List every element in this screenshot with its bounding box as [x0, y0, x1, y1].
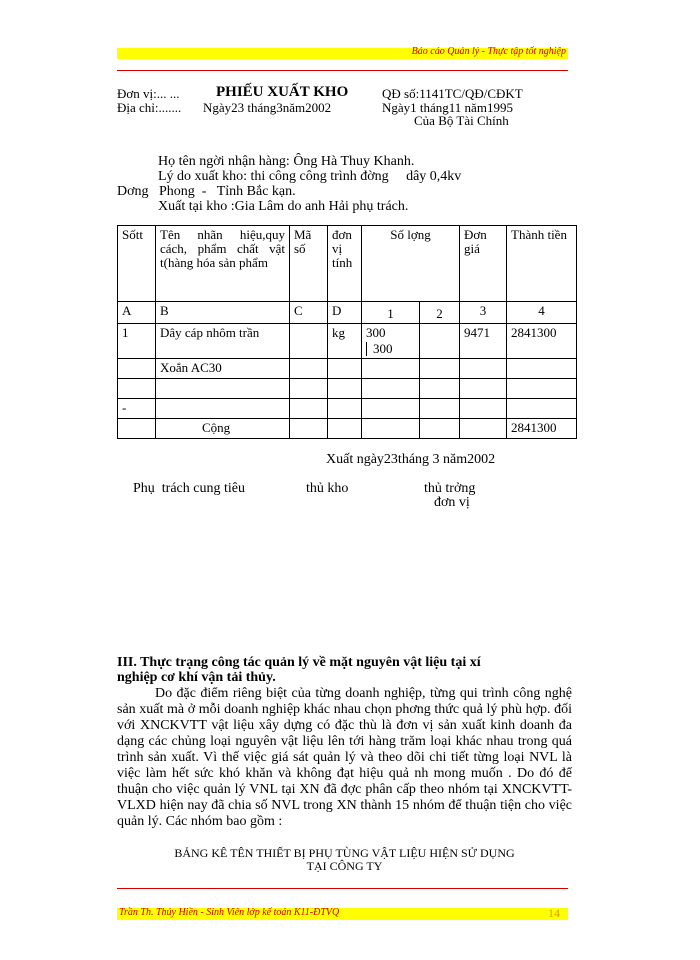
code-cell: 3 — [460, 302, 507, 324]
empty-cell — [362, 399, 420, 419]
empty-cell — [507, 379, 577, 399]
code-cell: C — [290, 302, 328, 324]
header-amount: Thành tiền — [507, 226, 577, 302]
qty-actual-text: 300 — [373, 341, 393, 356]
table-row — [118, 359, 577, 379]
signature-supply: Phụ trách cung tiêu — [133, 481, 245, 496]
empty-cell — [420, 419, 460, 439]
empty-cell — [420, 359, 460, 379]
empty-cell — [328, 419, 362, 439]
header-name: Tên nhãn hiệu,quy cách, phẩm chất vật t(hàng hóa sản phẩm — [156, 226, 290, 302]
empty-cell — [118, 359, 156, 379]
empty-cell — [118, 419, 156, 439]
signature-head-1: thủ trởng — [424, 481, 476, 496]
footer-rule — [117, 888, 568, 889]
signature-head-2: đơn vị — [434, 495, 470, 510]
empty-cell — [507, 359, 577, 379]
table-code-row — [118, 302, 577, 324]
code-cell: 2 — [420, 302, 460, 324]
empty-cell — [290, 379, 328, 399]
code-cell: A — [118, 302, 156, 324]
empty-cell — [328, 359, 362, 379]
row-price: 9471 — [460, 324, 507, 359]
decree-number: QĐ số:1141TC/QĐ/CĐKT — [382, 86, 523, 101]
header-rule — [117, 70, 568, 71]
code-cell: 4 — [507, 302, 577, 324]
form-title: PHIẾU XUẤT KHO — [216, 84, 349, 100]
empty-cell — [460, 399, 507, 419]
table-row — [118, 324, 577, 359]
empty-cell — [362, 419, 420, 439]
empty-cell — [420, 379, 460, 399]
empty-cell — [328, 399, 362, 419]
empty-cell — [362, 379, 420, 399]
table-header-row — [118, 226, 577, 302]
code-cell: B — [156, 302, 290, 324]
empty-cell — [328, 379, 362, 399]
header-price: Đơn giá — [460, 226, 507, 302]
empty-cell — [460, 379, 507, 399]
page-number: 14 — [548, 906, 560, 920]
table-row — [118, 399, 577, 419]
row-unit: kg — [328, 324, 362, 359]
header-unit: đơn vị tính — [328, 226, 362, 302]
warehouse-line: Xuất tại kho :Gia Lâm do anh Hải phụ trách. — [158, 199, 409, 214]
row-qty-1 — [362, 324, 420, 359]
header-stt: Sốtt — [118, 226, 156, 302]
empty-cell — [420, 399, 460, 419]
row-name: Xoắn AC30 — [156, 359, 290, 379]
empty-cell — [460, 359, 507, 379]
decree-date: Ngày1 tháng11 năm1995 — [382, 100, 513, 115]
table-total-row — [118, 419, 577, 439]
decree-issuer: Của Bộ Tài Chính — [414, 113, 509, 128]
section-heading-1: III. Thực trạng công tác quản lý về mặt nguyên vật liệu tại xí — [117, 655, 481, 670]
row-stt: - — [118, 399, 156, 419]
header-qty: Số lợng — [362, 226, 460, 302]
header-italic-text: Báo cáo Quản lý - Thực tập tốt nghiệp — [411, 46, 566, 57]
total-amount: 2841300 — [507, 419, 577, 439]
footer-italic-text: Trần Th. Thúy Hiền - Sinh Viên lớp kế toán K11-ĐTVQ — [119, 907, 340, 918]
section-paragraph: Do đặc điểm riêng biệt của từng doanh nghiệp, từng qui trình công nghệ sản xuất mà ở mỗi doanh nghiệp khác nhau chọn phơng thức quả lý phù hợp. đối với XNCKVTT vật liệu xây dựng có đặc thù là đơn vị sản xuất kinh doanh đa dạng các chủng loại nguyên vật liệu lên tới hàng trăm loại khác nhau trong quá trình sản xuất. Vì thế việc giá sát quản lý và theo dõi chi tiết từng loại NVL là việc làm hết sức khó khăn và không đạt hiệu quả nh mong muốn . Do đó để thuận cho việc quản lý VNL tại XN đã đợc phân cấp theo nhóm tại XNCKVTT-VLXD hiện nay đã chia số NVL trong XN thành 15 nhóm để thuận tiện cho việc quản lý. Các nhóm bao gồm : — [117, 686, 572, 829]
form-date: Ngày23 tháng3năm2002 — [203, 100, 332, 115]
qty-requested: 300 — [366, 325, 386, 340]
empty-cell — [362, 359, 420, 379]
reason-line-1: Lý do xuất kho: thi công công trình đờng dây 0,4kv — [158, 169, 462, 184]
total-label: Cộng — [156, 419, 290, 439]
qty-actual — [366, 342, 415, 356]
signature-storekeeper: thủ kho — [306, 481, 349, 496]
empty-cell — [290, 419, 328, 439]
receiver-line: Họ tên ngời nhận hàng: Ông Hà Thuy Khanh. — [158, 154, 415, 169]
empty-cell — [460, 419, 507, 439]
header-code: Mã số — [290, 226, 328, 302]
section-heading-2: nghiệp cơ khí vận tải thủy. — [117, 670, 276, 685]
issue-slip-table — [117, 225, 577, 439]
address-label: Địa chỉ:....... — [117, 100, 182, 115]
row-qty-2 — [420, 324, 460, 359]
row-code — [290, 324, 328, 359]
empty-cell — [290, 359, 328, 379]
code-cell: 1 — [362, 302, 420, 324]
issue-date-line: Xuất ngày23tháng 3 năm2002 — [326, 452, 496, 467]
empty-cell — [118, 379, 156, 399]
table-title-1: BẢNG KÊ TÊN THIẾT BỊ PHỤ TÙNG VẬT LIỆU HIỆN SỬ DỤNG — [174, 846, 515, 860]
table-title-2: TẠI CÔNG TY — [306, 859, 383, 873]
table-row — [118, 379, 577, 399]
row-name: Dây cáp nhôm trần — [156, 324, 290, 359]
reason-line-2: Dơng Phong - Tỉnh Bắc kạn. — [117, 184, 296, 199]
empty-cell — [156, 379, 290, 399]
row-stt: 1 — [118, 324, 156, 359]
code-cell: D — [328, 302, 362, 324]
empty-cell — [290, 399, 328, 419]
row-amount: 2841300 — [507, 324, 577, 359]
empty-cell — [156, 399, 290, 419]
unit-label: Đơn vị:... ... — [117, 86, 180, 101]
empty-cell — [507, 399, 577, 419]
